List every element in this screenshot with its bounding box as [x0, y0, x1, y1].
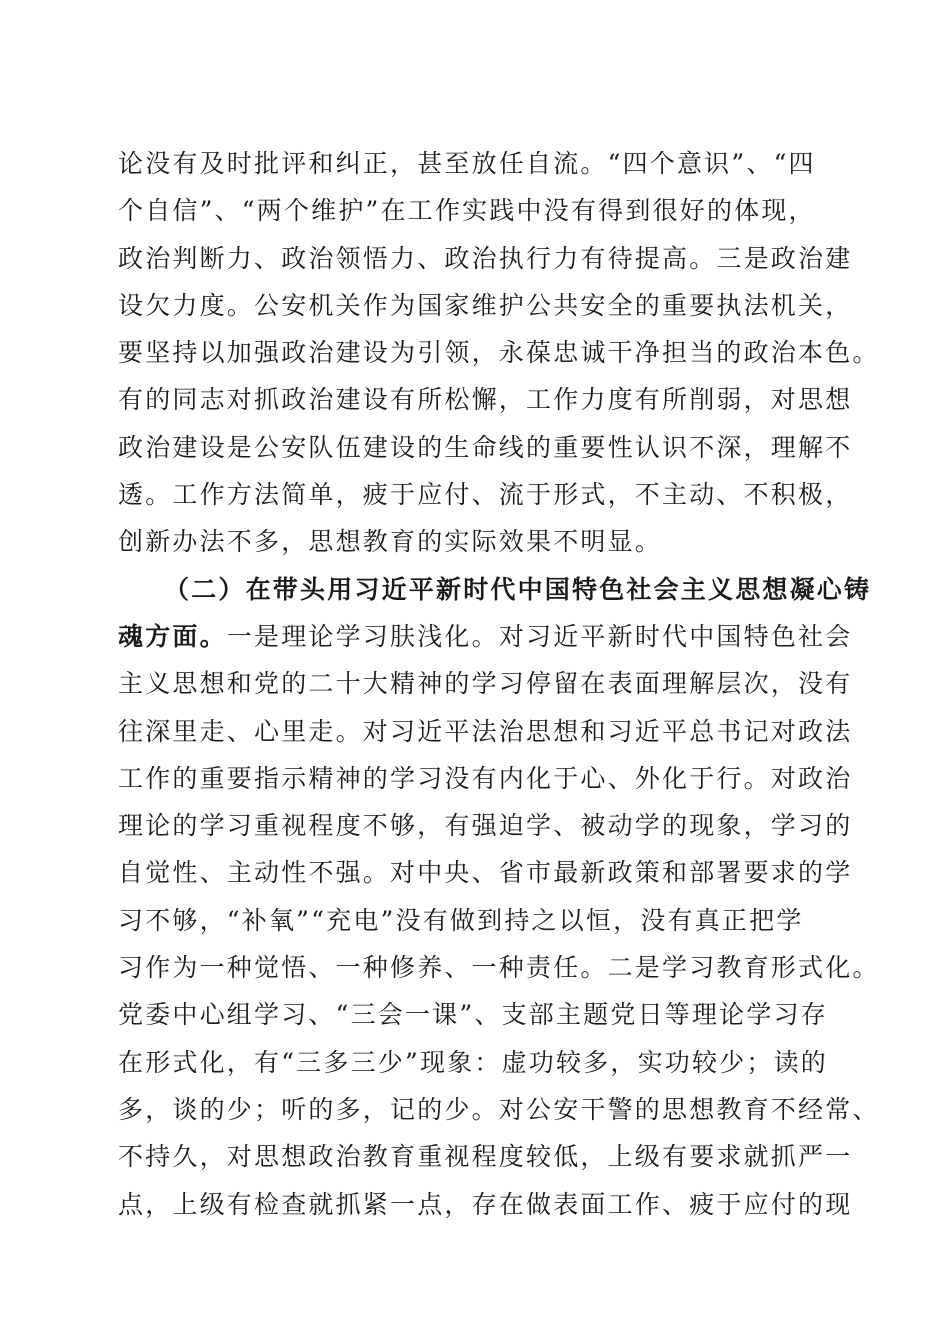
paragraph-2: [118, 566, 880, 1228]
section-heading: （二）在带头用习近平新时代中国特色社会主义思想凝心铸: [164, 574, 872, 604]
text-line: 政治判断力、政治领悟力、政治执行力有待提高。三是政治建: [118, 243, 853, 273]
text-line: 自觉性、主动性不强。对中央、省市最新政策和部署要求的学: [118, 858, 853, 888]
text-line: 创新办法不多，思想教育的实际效果不明显。: [118, 527, 663, 557]
text-line: 不持久，对思想政治教育重视程度较低，上级有要求就抓严一: [118, 1142, 853, 1172]
text-line: 政治建设是公安队伍建设的生命线的重要性认识不深，理解不: [118, 432, 853, 462]
text-line: 往深里走、心里走。对习近平法治思想和习近平总书记对政法: [118, 716, 853, 746]
text-line: 理论的学习重视程度不够，有强迫学、被动学的现象，学习的: [118, 811, 853, 841]
text-line: 有的同志对抓政治建设有所松懈，工作力度有所削弱，对思想: [118, 385, 853, 415]
section-heading-end: 魂方面。: [118, 621, 227, 651]
text-line: 透。工作方法简单，疲于应付、流于形式，不主动、不积极，: [118, 480, 853, 510]
text-line: 习不够，“补氧”“充电”没有做到持之以恒，没有真正把学: [118, 905, 804, 935]
text-line: 要坚持以加强政治建设为引领，永葆忠诚干净担当的政治本色。: [118, 338, 880, 368]
text-line: 设欠力度。公安机关作为国家维护公共安全的重要执法机关，: [118, 290, 853, 320]
text-line-rest: 一是理论学习肤浅化。对习近平新时代中国特色社会: [226, 621, 853, 651]
text-line: 论没有及时批评和纠正，甚至放任自流。“四个意识”、“四: [118, 149, 816, 178]
text-line: 工作的重要指示精神的学习没有内化于心、外化于行。对政治: [118, 763, 853, 793]
text-line: 多，谈的少；听的多，记的少。对公安干警的思想教育不经常、: [118, 1094, 880, 1124]
text-line: 点，上级有检查就抓紧一点，存在做表面工作、疲于应付的现: [118, 1189, 853, 1219]
text-line: 在形式化，有“三多三少”现象：虚功较多，实功较少；读的: [118, 1047, 828, 1077]
text-line: 个自信”、“两个维护”在工作实践中没有得到很好的体现，: [118, 196, 816, 226]
text-line: [118, 613, 853, 660]
document-body: [118, 140, 880, 1228]
paragraph-1: [118, 140, 880, 566]
text-line: 习作为一种觉悟、一种修养、一种责任。二是学习教育形式化。: [118, 953, 880, 983]
text-line: 党委中心组学习、“三会一课”、支部主题党日等理论学习存: [118, 1000, 828, 1030]
text-line: 主义思想和党的二十大精神的学习停留在表面理解层次，没有: [118, 669, 853, 699]
